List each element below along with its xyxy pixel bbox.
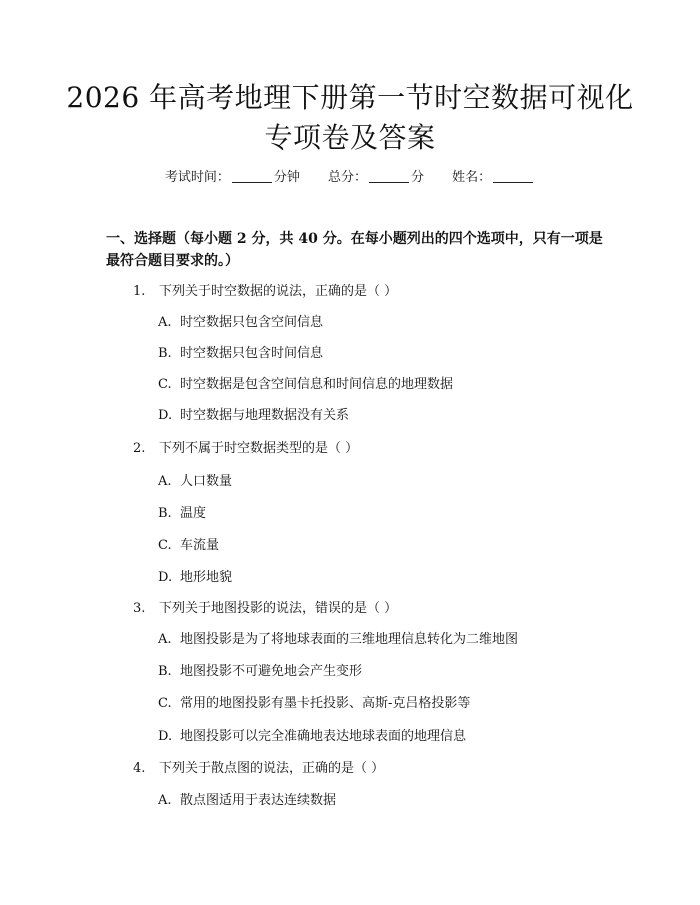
option-letter: B.	[158, 506, 172, 521]
option-2d[interactable]	[158, 568, 232, 588]
option-3d[interactable]	[158, 727, 466, 747]
total-score-blank[interactable]	[369, 182, 409, 183]
option-letter: A.	[158, 315, 172, 330]
option-letter: A.	[158, 474, 172, 489]
option-text: 时空数据只包含空间信息	[180, 315, 324, 330]
option-letter: A.	[158, 793, 172, 808]
exam-info	[0, 168, 700, 188]
option-1c[interactable]	[158, 375, 453, 395]
option-text: 时空数据只包含时间信息	[180, 346, 324, 361]
page-title	[60, 78, 640, 158]
total-score-unit: 分	[411, 170, 425, 185]
option-letter: A.	[158, 632, 172, 647]
option-text: 时空数据与地理数据没有关系	[180, 408, 350, 423]
exam-time-blank[interactable]	[232, 182, 272, 183]
question-number: 3.	[133, 601, 146, 616]
question-2	[133, 439, 358, 459]
question-text: 下列关于时空数据的说法，正确的是（ ）	[159, 284, 398, 299]
option-letter: B.	[158, 664, 172, 679]
option-text: 地图投影可以完全准确地表达地球表面的地理信息	[180, 729, 467, 744]
option-text: 地形地貌	[180, 570, 233, 585]
option-2b[interactable]	[158, 504, 206, 524]
question-text: 下列关于地图投影的说法，错误的是（ ）	[159, 601, 398, 616]
option-text: 车流量	[180, 538, 220, 553]
option-2a[interactable]	[158, 472, 232, 492]
option-text: 常用的地图投影有墨卡托投影、高斯-克吕格投影等	[180, 696, 471, 711]
student-name-label: 姓名：	[452, 170, 492, 185]
option-2c[interactable]	[158, 536, 219, 556]
section-heading: 一、选择题（每小题 2 分，共 40 分。在每小题列出的四个选项中，只有一项是最符合题目要求的。）	[106, 231, 603, 269]
question-number: 4.	[133, 761, 146, 776]
option-text: 温度	[180, 506, 207, 521]
option-letter: C.	[158, 538, 172, 553]
option-1d[interactable]	[158, 406, 349, 426]
question-text: 下列不属于时空数据类型的是（ ）	[159, 441, 359, 456]
option-4a[interactable]	[158, 791, 336, 811]
question-3	[133, 599, 397, 619]
option-text: 人口数量	[180, 474, 233, 489]
option-3b[interactable]	[158, 662, 362, 682]
option-text: 散点图适用于表达连续数据	[180, 793, 337, 808]
total-score-label: 总分：	[327, 170, 367, 185]
option-letter: C.	[158, 377, 172, 392]
student-name-blank[interactable]	[493, 182, 533, 183]
option-3a[interactable]	[158, 630, 518, 650]
option-letter: C.	[158, 696, 172, 711]
question-1	[133, 282, 397, 302]
option-3c[interactable]	[158, 694, 470, 714]
option-letter: D.	[158, 729, 173, 744]
option-text: 地图投影是为了将地球表面的三维地理信息转化为二维地图	[180, 632, 519, 647]
option-letter: D.	[158, 570, 173, 585]
title-line-1: 2026 年高考地理下册第一节时空数据可视化	[66, 81, 634, 114]
question-text: 下列关于散点图的说法，正确的是（ ）	[159, 761, 385, 776]
exam-time-unit: 分钟	[273, 170, 300, 185]
option-letter: D.	[158, 408, 173, 423]
total-score-field	[328, 168, 424, 188]
exam-time-field	[165, 168, 300, 188]
option-text: 时空数据是包含空间信息和时间信息的地理数据	[180, 377, 454, 392]
title-line-2: 专项卷及答案	[264, 121, 436, 154]
option-text: 地图投影不可避免地会产生变形	[180, 664, 363, 679]
question-4	[133, 759, 384, 779]
option-letter: B.	[158, 346, 172, 361]
student-name-field	[452, 168, 535, 188]
option-1a[interactable]	[158, 313, 323, 333]
option-1b[interactable]	[158, 344, 323, 364]
exam-time-label: 考试时间：	[164, 170, 230, 185]
question-number: 1.	[133, 284, 146, 299]
question-number: 2.	[133, 441, 146, 456]
